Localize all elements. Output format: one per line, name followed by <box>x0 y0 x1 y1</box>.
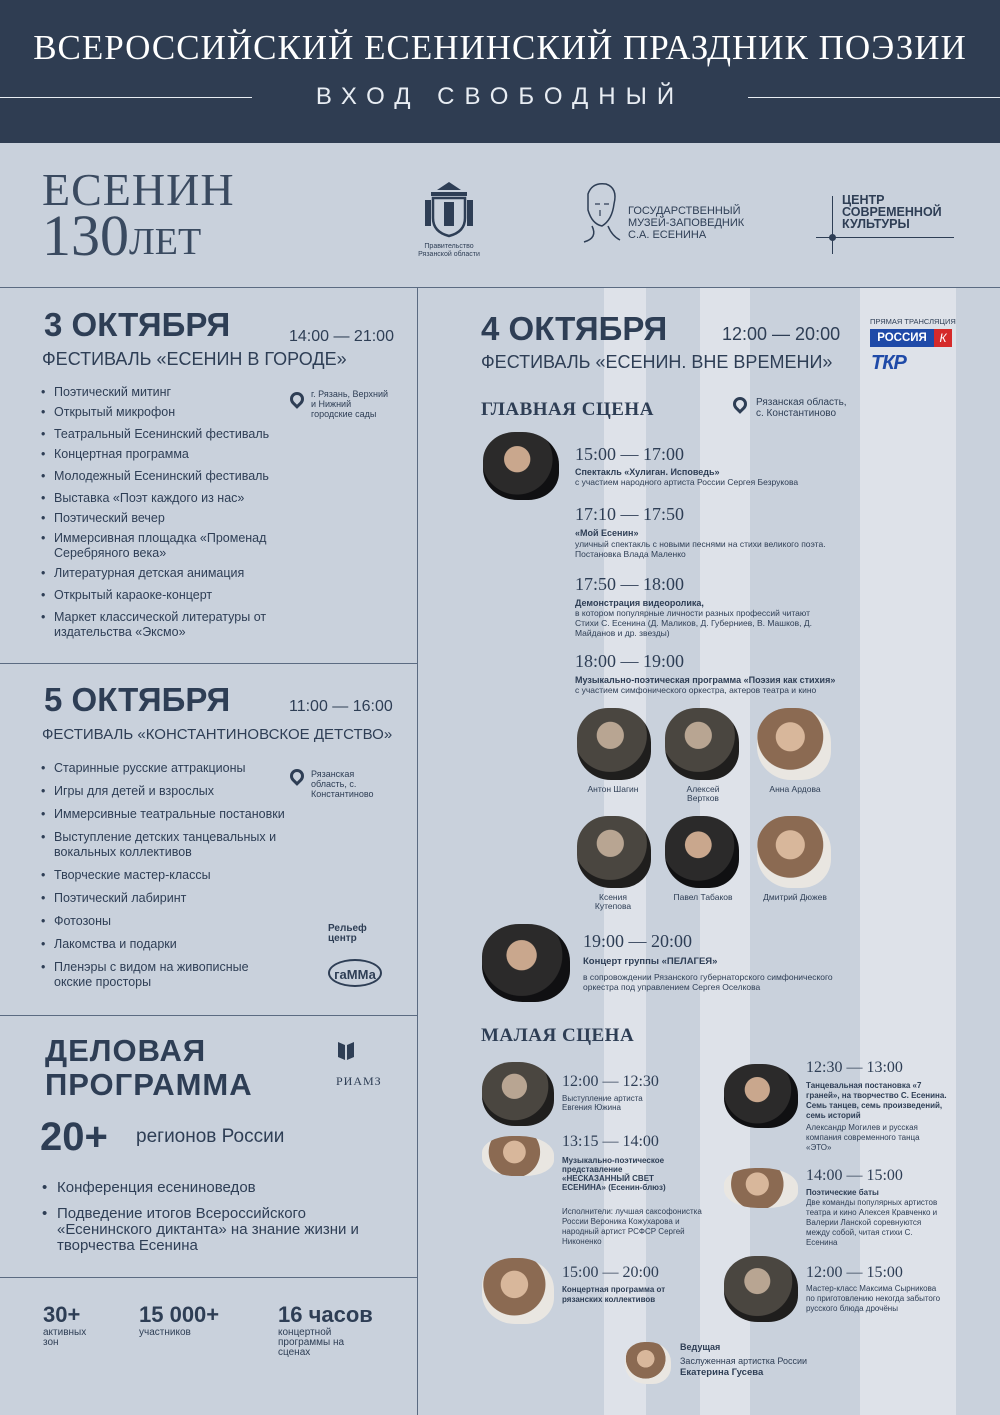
program-time: 18:00 — 19:00 <box>575 651 685 671</box>
program-desc: в котором популярные личности разных профессий читают Стихи С. Есенина (Д. Маликов, Д. Губерниев, В. Машков, Д. Майданов и др. звезды) <box>575 608 812 638</box>
list-item: • Молодежный Есенинский фестиваль <box>41 469 276 484</box>
program-desc: в сопровождении Рязанского губернаторского симфонического оркестра под управлением Сергея Оселкова <box>583 972 833 992</box>
header-divider-right <box>748 97 1000 98</box>
divider <box>0 1015 417 1016</box>
divider <box>0 663 417 664</box>
photo-pelageya <box>482 924 570 1002</box>
book-icon <box>336 1040 356 1062</box>
riamz-logo: РИАМЗ <box>336 1074 382 1088</box>
coat-of-arms-icon <box>423 180 475 238</box>
center-logo-vline <box>832 196 833 254</box>
oct4-time: 12:00 — 20:00 <box>722 324 841 344</box>
government-logo: Правительство Рязанской области <box>410 180 488 259</box>
column-divider <box>417 287 418 1415</box>
museum-logo <box>578 180 622 249</box>
program-desc: с участием народного артиста России Сергея Безрукова <box>575 477 799 487</box>
list-item: • Фотозоны <box>41 914 286 929</box>
photo-yuzhin <box>482 1062 554 1126</box>
program-desc: Исполнители: лучшая саксофонистка России Вероника Кожухарова и народный артист РСФСР Сергей Никоненко <box>562 1207 702 1246</box>
program-desc: Александр Могилев и русская компания современного танца «ЭТО» <box>806 1123 920 1152</box>
photo-artist <box>665 816 739 888</box>
divider <box>0 287 1000 288</box>
list-item: • Концертная программа <box>41 447 276 462</box>
photo-bezrukov <box>483 432 559 500</box>
photo-ensemble <box>482 1258 554 1324</box>
program-time: 17:50 — 18:00 <box>575 574 685 594</box>
artist-name: Ксения Кутепова <box>594 892 632 911</box>
oct3-date: 3 ОКТЯБРЯ <box>44 306 231 343</box>
broadcast-label: ПРЯМАЯ ТРАНСЛЯЦИЯ <box>870 317 956 326</box>
center-logo-hline <box>816 237 954 238</box>
museum-name: ГОСУДАРСТВЕННЫЙ МУЗЕЙ-ЗАПОВЕДНИК С.А. ЕСЕНИНА <box>628 205 745 241</box>
list-item: • Выступление детских танцевальных и вокальных коллективов <box>41 830 286 860</box>
photo-saxophonist <box>482 1136 554 1176</box>
program-time: 19:00 — 20:00 <box>583 931 693 951</box>
list-item: • Поэтический вечер <box>41 511 276 526</box>
list-item: • Открытый караоке-концерт <box>41 588 276 603</box>
poet-portrait-icon <box>578 180 622 244</box>
host-label: Ведущая <box>680 1342 721 1352</box>
program-title: Выступление артиста Евгения Южина <box>562 1094 643 1112</box>
artist-name: Анна Ардова <box>769 784 821 794</box>
list-item: • Лакомства и подарки <box>41 937 286 952</box>
list-item: • Пленэры с видом на живописные окские просторы <box>41 960 286 990</box>
photo-artist <box>577 708 651 780</box>
tkr-logo: ТКР <box>871 352 906 374</box>
artist-name: Дмитрий Дюжев <box>763 892 827 902</box>
artist-name: Алексей Вертков <box>686 784 720 803</box>
photo-dancer <box>724 1064 798 1128</box>
oct5-festival: ФЕСТИВАЛЬ «КОНСТАНТИНОВСКОЕ ДЕТСТВО» <box>42 726 393 743</box>
program-time: 13:15 — 14:00 <box>562 1133 659 1150</box>
center-logo-dot <box>829 234 836 241</box>
list-item: • Игры для детей и взрослых <box>41 784 286 799</box>
program-time: 12:00 — 12:30 <box>562 1073 659 1090</box>
russia-k-logo: РОССИЯ <box>870 329 934 347</box>
oct5-date: 5 ОКТЯБРЯ <box>44 681 231 718</box>
program-title: Спектакль «Хулиган. Исповедь» <box>575 467 720 477</box>
stat-zones: 30+ активных зон <box>43 1302 87 1348</box>
location-pin-icon <box>287 389 307 409</box>
program-time: 12:00 — 15:00 <box>806 1264 903 1281</box>
divider <box>0 1277 417 1278</box>
main-stage-heading: ГЛАВНАЯ СЦЕНА <box>481 399 654 420</box>
business-title: ДЕЛОВАЯ ПРОГРАММА <box>45 1033 253 1102</box>
program-title: Демонстрация видеоролика, <box>575 598 704 608</box>
gamma-logo: гаММа <box>328 959 382 987</box>
list-item: • Иммерсивные театральные постановки <box>41 807 286 822</box>
photo-artist <box>577 816 651 888</box>
oct3-time: 14:00 — 21:00 <box>289 328 394 345</box>
photo-host <box>625 1342 671 1384</box>
oct4-date: 4 ОКТЯБРЯ <box>481 310 668 347</box>
program-time: 12:30 — 13:00 <box>806 1059 903 1076</box>
list-item: • Открытый микрофон <box>41 405 276 420</box>
esenin-130-logo: ЕСЕНИН 130 ЛЕТ <box>42 164 235 268</box>
list-item: • Театральный Есенинский фестиваль <box>41 427 276 442</box>
program-desc: Мастер-класс Максима Сырникова по приготовлению некогда забытого русского блюда дрочёны <box>806 1284 941 1313</box>
photo-battle-teams <box>724 1168 798 1208</box>
relief-center-logo: Рельеф центр <box>328 923 367 944</box>
regions-count: 20+ <box>40 1115 108 1159</box>
program-desc: с участием симфонического оркестра, актеров театра и кино <box>575 685 817 695</box>
list-item: • Конференция есениноведов <box>42 1180 372 1196</box>
list-item: • Выставка «Поэт каждого из нас» <box>41 491 276 506</box>
business-list <box>42 1180 372 1254</box>
list-item: • Творческие мастер-классы <box>41 868 286 883</box>
program-desc: уличный спектакль с новыми песнями на стихи великого поэта. Постановка Влада Маленко <box>575 539 826 559</box>
program-title: Музыкально-поэтическое представление «НЕСКАЗАННЫЙ СВЕТ ЕСЕНИНА» (Есенин-блюз) <box>562 1156 666 1192</box>
header-banner <box>0 0 1000 143</box>
list-item: • Старинные русские аттракционы <box>41 761 286 776</box>
program-title: «Мой Есенин» <box>575 528 639 538</box>
center-logo-text: ЦЕНТР СОВРЕМЕННОЙ КУЛЬТУРЫ <box>842 193 942 231</box>
oct3-list <box>41 385 276 640</box>
photo-artist <box>757 816 831 888</box>
oct5-time: 11:00 — 16:00 <box>289 698 393 715</box>
program-time: 17:10 — 17:50 <box>575 504 685 524</box>
list-item: • Поэтический митинг <box>41 385 276 400</box>
program-title: Музыкально-поэтическая программа «Поэзия как стихия» <box>575 675 836 685</box>
host-title: Заслуженная артистка России <box>680 1356 808 1366</box>
regions-label: регионов России <box>136 1126 285 1147</box>
artist-name: Павел Табаков <box>673 892 733 902</box>
photo-chef <box>724 1256 798 1322</box>
location-pin-icon <box>287 766 307 786</box>
host-name: Екатерина Гусева <box>680 1367 764 1378</box>
page-subtitle: ВХОД СВОБОДНЫЙ <box>315 83 685 110</box>
program-title: Поэтические баты <box>806 1188 879 1197</box>
photo-artist <box>757 708 831 780</box>
program-title: Концертная программа от рязанских коллективов <box>562 1285 666 1304</box>
program-time: 15:00 — 17:00 <box>575 444 685 464</box>
list-item: • Поэтический лабиринт <box>41 891 286 906</box>
stat-participants: 15 000+ участников <box>139 1302 220 1338</box>
list-item: • Маркет классической литературы от издательства «Эксмо» <box>41 610 276 640</box>
list-item: • Иммерсивная площадка «Променад Серебряного века» <box>41 531 276 561</box>
page-title: ВСЕРОССИЙСКИЙ ЕСЕНИНСКИЙ ПРАЗДНИК ПОЭЗИИ <box>33 28 967 67</box>
program-title: Концерт группы «ПЕЛАГЕЯ» <box>583 956 718 967</box>
stat-hours: 16 часов концертной программы на сценах <box>278 1302 373 1358</box>
oct5-location: Рязанская область, с. Константиново <box>311 769 374 799</box>
program-time: 14:00 — 15:00 <box>806 1167 903 1184</box>
program-desc: Две команды популярных артистов театра и кино Алексея Кравченко и Валерии Ланской соревнуются между собой, читая стихи С. Есенина <box>806 1198 938 1247</box>
oct5-list <box>41 761 286 990</box>
artist-name: Антон Шагин <box>587 784 639 794</box>
photo-artist <box>665 708 739 780</box>
oct3-location: г. Рязань, Верхний и Нижний городские сады <box>311 389 388 419</box>
list-item: • Подведение итогов Всероссийского «Есенинского диктанта» на знание жизни и творчества Есенина <box>42 1206 372 1254</box>
program-title: Танцевальная постановка «7 граней», на творчество С. Есенина. Семь танцев, семь произведений, семь историй <box>806 1081 947 1120</box>
russia-k-badge: К <box>934 329 952 347</box>
list-item: • Литературная детская анимация <box>41 566 276 581</box>
oct4-location: Рязанская область, с. Константиново <box>756 397 847 419</box>
oct4-festival: ФЕСТИВАЛЬ «ЕСЕНИН. ВНЕ ВРЕМЕНИ» <box>481 352 833 372</box>
small-stage-heading: МАЛАЯ СЦЕНА <box>481 1025 635 1046</box>
oct3-festival: ФЕСТИВАЛЬ «ЕСЕНИН В ГОРОДЕ» <box>42 349 347 369</box>
library-logo <box>336 1040 382 1062</box>
program-time: 15:00 — 20:00 <box>562 1264 659 1281</box>
